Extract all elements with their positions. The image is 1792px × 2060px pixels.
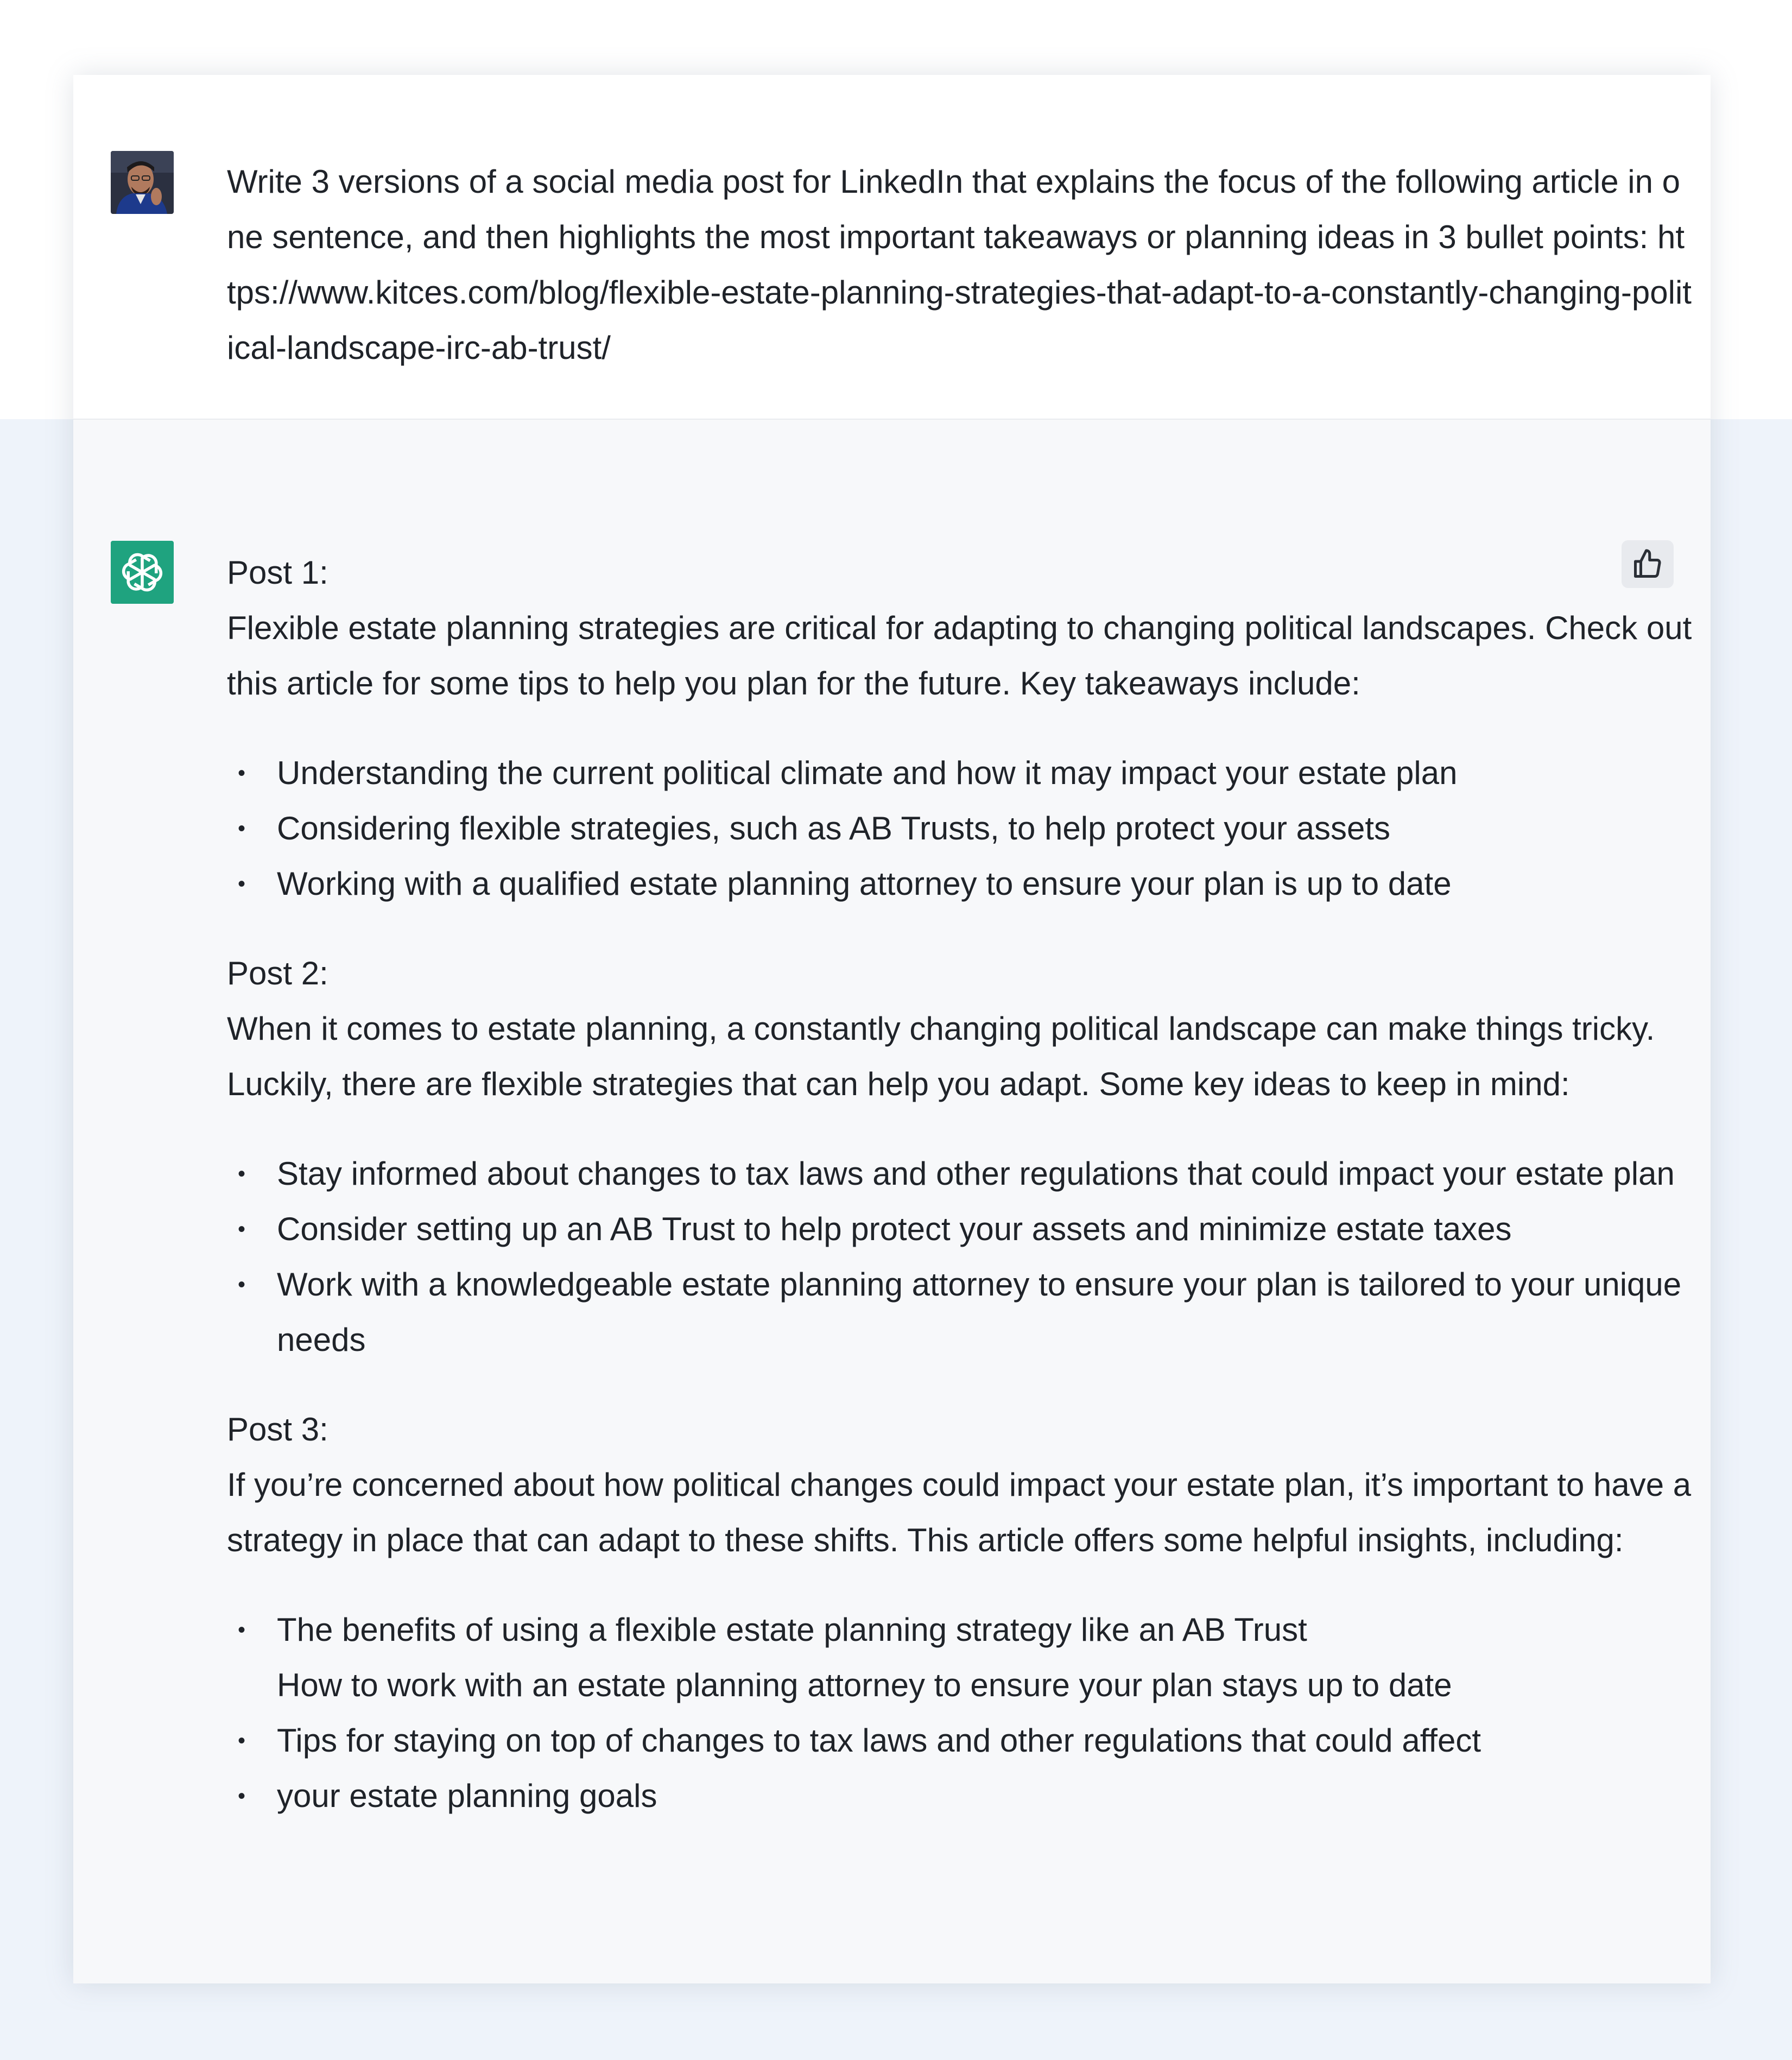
user-photo-avatar-icon <box>111 151 174 214</box>
bullet-icon: • <box>238 872 246 896</box>
post-label: Post 1: <box>227 554 328 591</box>
assistant-response <box>227 545 1693 1824</box>
assistant-message <box>73 420 1711 1983</box>
user-prompt-text: Write 3 versions of a social media post for LinkedIn that explains the focus of the following article in one sentence, and then highlights the most important takeaways or planning ideas in 3 bullet points: https://www.kitces.com/blog/flexible-estate-planning-strategies-that-adapt-to-a-constantly-changing-political-landscape-irc-ab-trust/ <box>227 163 1692 366</box>
list-item <box>227 1658 1693 1713</box>
list-item <box>227 1768 1693 1824</box>
user-message <box>73 75 1711 420</box>
bullet-icon: • <box>238 1217 246 1241</box>
list-item-text: Understanding the current political climate and how it may impact your estate plan <box>277 755 1458 791</box>
post-label: Post 3: <box>227 1411 328 1448</box>
list-item <box>227 745 1693 801</box>
post-1 <box>227 545 1693 912</box>
bullet-icon: • <box>238 761 246 785</box>
list-item <box>227 1146 1693 1202</box>
assistant-avatar <box>111 541 174 604</box>
list-item-text: Stay informed about changes to tax laws and other regulations that could impact your estate plan <box>277 1155 1675 1192</box>
bullet-icon: • <box>238 1618 246 1642</box>
bullet-icon: • <box>238 1273 246 1297</box>
list-item-text: Working with a qualified estate planning attorney to ensure your plan is up to date <box>277 865 1452 902</box>
takeaway-list <box>227 745 1693 912</box>
takeaway-list <box>227 1146 1693 1368</box>
takeaway-list <box>227 1602 1693 1824</box>
list-item <box>227 801 1693 856</box>
list-item <box>227 1713 1693 1768</box>
list-item-text: Considering flexible strategies, such as AB Trusts, to help protect your assets <box>277 810 1391 846</box>
post-label: Post 2: <box>227 955 328 991</box>
bullet-icon: • <box>238 1729 246 1753</box>
list-item <box>227 1202 1693 1257</box>
list-item-text: Consider setting up an AB Trust to help protect your assets and minimize estate taxes <box>277 1211 1512 1247</box>
bullet-icon: • <box>238 1162 246 1186</box>
list-item <box>227 1257 1693 1368</box>
conversation-card <box>73 75 1711 1983</box>
list-item <box>227 1602 1693 1658</box>
list-item-text: Tips for staying on top of changes to tax laws and other regulations that could affect <box>277 1722 1481 1759</box>
user-avatar <box>111 151 174 214</box>
post-body: When it comes to estate planning, a constantly changing political landscape can make things tricky. Luckily, there are flexible strategies that can help you adapt. Some key ideas to keep in mind: <box>227 1010 1655 1102</box>
list-item-text: How to work with an estate planning attorney to ensure your plan stays up to date <box>277 1667 1452 1703</box>
post-body: Flexible estate planning strategies are critical for adapting to changing political landscapes. Check out this article for some tips to help you plan for the future. Key takeaways include: <box>227 610 1692 702</box>
list-item <box>227 856 1693 912</box>
list-item-text: Work with a knowledgeable estate planning attorney to ensure your plan is tailored to your unique needs <box>277 1266 1682 1358</box>
openai-logo-icon <box>117 547 167 597</box>
post-3 <box>227 1402 1693 1824</box>
post-2 <box>227 946 1693 1368</box>
bullet-icon: • <box>238 817 246 841</box>
post-body: If you’re concerned about how political changes could impact your estate plan, it’s important to have a strategy in place that can adapt to these shifts. This article offers some helpful insights, including: <box>227 1467 1692 1558</box>
list-item-text: your estate planning goals <box>277 1778 657 1814</box>
bullet-icon: • <box>238 1784 246 1808</box>
list-item-text: The benefits of using a flexible estate planning strategy like an AB Trust <box>277 1612 1307 1648</box>
